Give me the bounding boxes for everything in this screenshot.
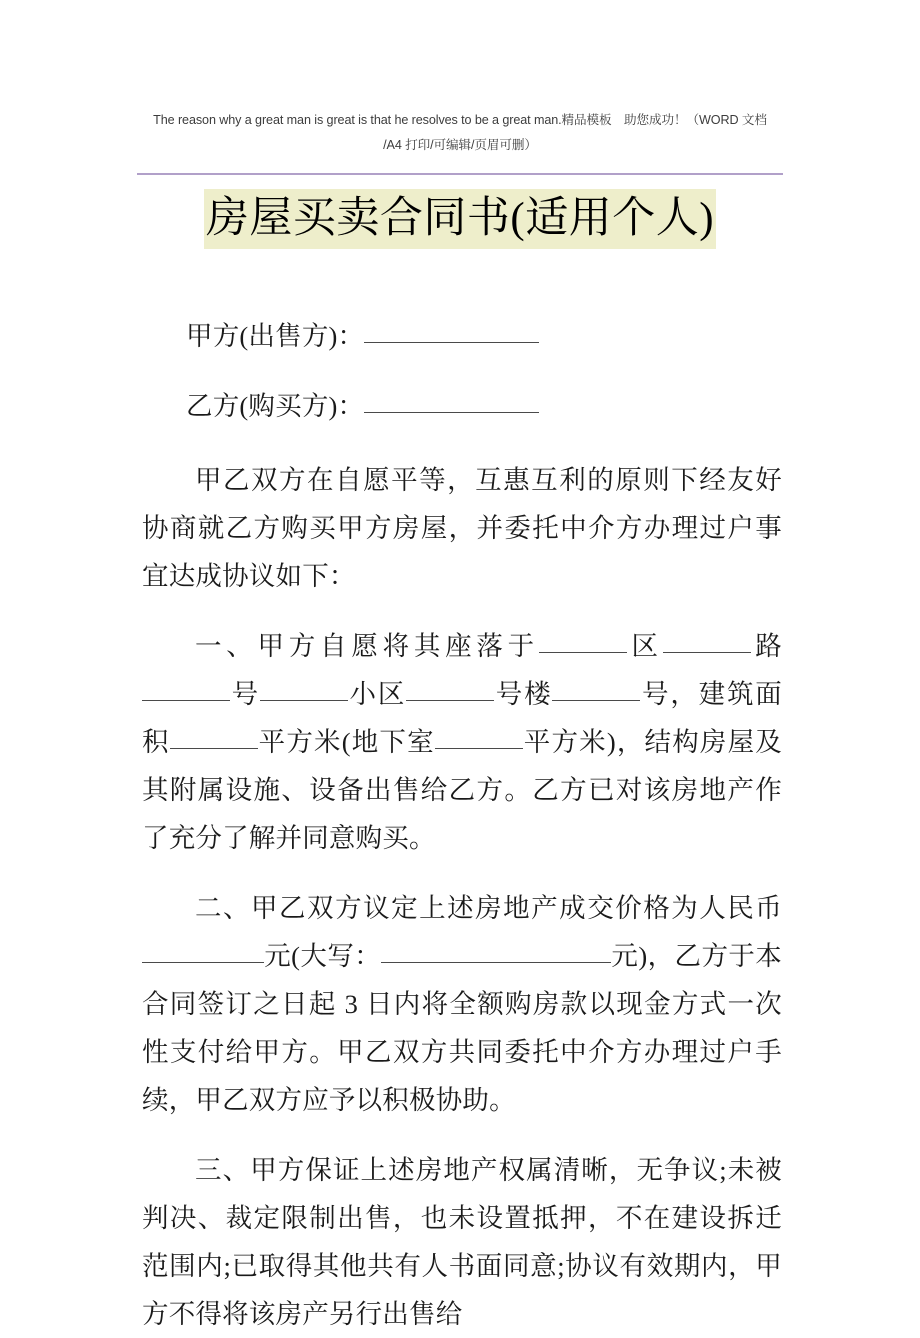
seller-label: 甲方(出售方)： bbox=[186, 321, 365, 351]
document-header bbox=[137, 108, 783, 158]
clause-1-community-blank[interactable] bbox=[260, 678, 348, 701]
header-line-1: The reason why a great man is great is that he resolves to be a great man.精品模板 助您成功！（WORD 文档 bbox=[153, 113, 767, 127]
clause-1-seg-3: 路 bbox=[750, 631, 782, 661]
clause-2-price-blank[interactable] bbox=[142, 940, 264, 963]
seller-name-blank[interactable] bbox=[364, 320, 539, 343]
clause-1-building-blank[interactable] bbox=[406, 678, 494, 701]
clause-2-seg-1: 甲乙双方议定上述房地产成交价格为人民币 bbox=[251, 893, 782, 923]
buyer-label: 乙方(购买方)： bbox=[186, 391, 365, 421]
clause-1-area-blank[interactable] bbox=[170, 726, 258, 749]
buyer-name-blank[interactable] bbox=[364, 390, 539, 413]
clause-2-price-words-blank[interactable] bbox=[381, 940, 611, 963]
header-divider-rule bbox=[137, 173, 783, 175]
clause-1-road-blank[interactable] bbox=[663, 630, 751, 653]
seller-party-line bbox=[142, 312, 782, 360]
preamble-paragraph: 甲乙双方在自愿平等，互惠互利的原则下经友好协商就乙方购买甲方房屋，并委托中介方办理过户事宜达成协议如下： bbox=[142, 465, 782, 591]
clause-1-seg-4: 号 bbox=[230, 679, 260, 709]
clause-1-district-blank[interactable] bbox=[539, 630, 627, 653]
page-title-container bbox=[0, 189, 920, 249]
document-body bbox=[142, 312, 782, 1338]
clause-1-seg-1: 甲方自愿将其座落于 bbox=[257, 631, 539, 661]
clause-2-seg-3: 元)，乙方于本合同签订之日起 3 日内将全额购房款以现金方式一次性支付给甲方。甲乙双方共同委托中介方办理过户手续，甲乙双方应予以积极协助。 bbox=[142, 941, 782, 1115]
clause-2-number: 二、 bbox=[195, 893, 252, 923]
clause-3-paragraph bbox=[142, 1146, 782, 1338]
clause-3-number: 三、 bbox=[195, 1155, 251, 1185]
clause-1-seg-7: 号，建筑面积 bbox=[142, 679, 783, 757]
clause-3-seg-1: 甲方保证上述房地产权属清晰，无争议;未被判决、裁定限制出售，也未设置抵押，不在建设拆迁范围内;已取得其他共有人书面同意;协议有效期内，甲方不得将该房产另行出售给 bbox=[142, 1155, 782, 1329]
clause-1-seg-8: 平方米(地下室 bbox=[257, 727, 435, 757]
clause-1-basement-area-blank[interactable] bbox=[435, 726, 523, 749]
clause-1-unit-blank[interactable] bbox=[552, 678, 640, 701]
clause-1-number-blank[interactable] bbox=[142, 678, 230, 701]
clause-1-number: 一、 bbox=[195, 631, 258, 661]
page-title: 房屋买卖合同书(适用个人) bbox=[204, 189, 716, 249]
clause-1-seg-9: 平方米)，结构房屋及其附属设施、设备出售给乙方。乙方已对该房地产作了充分了解并同意购买。 bbox=[142, 727, 782, 853]
clause-1-seg-2: 区 bbox=[626, 631, 663, 661]
header-line-2: /A4 打印/可编辑/页眉可删） bbox=[383, 138, 537, 152]
clause-1-paragraph bbox=[142, 622, 782, 862]
buyer-party-line bbox=[142, 382, 782, 430]
clause-1-seg-5: 小区 bbox=[347, 679, 407, 709]
clause-2-seg-2: 元(大写： bbox=[264, 941, 382, 971]
clause-2-paragraph bbox=[142, 884, 782, 1124]
clause-1-seg-6: 号楼 bbox=[494, 679, 553, 709]
